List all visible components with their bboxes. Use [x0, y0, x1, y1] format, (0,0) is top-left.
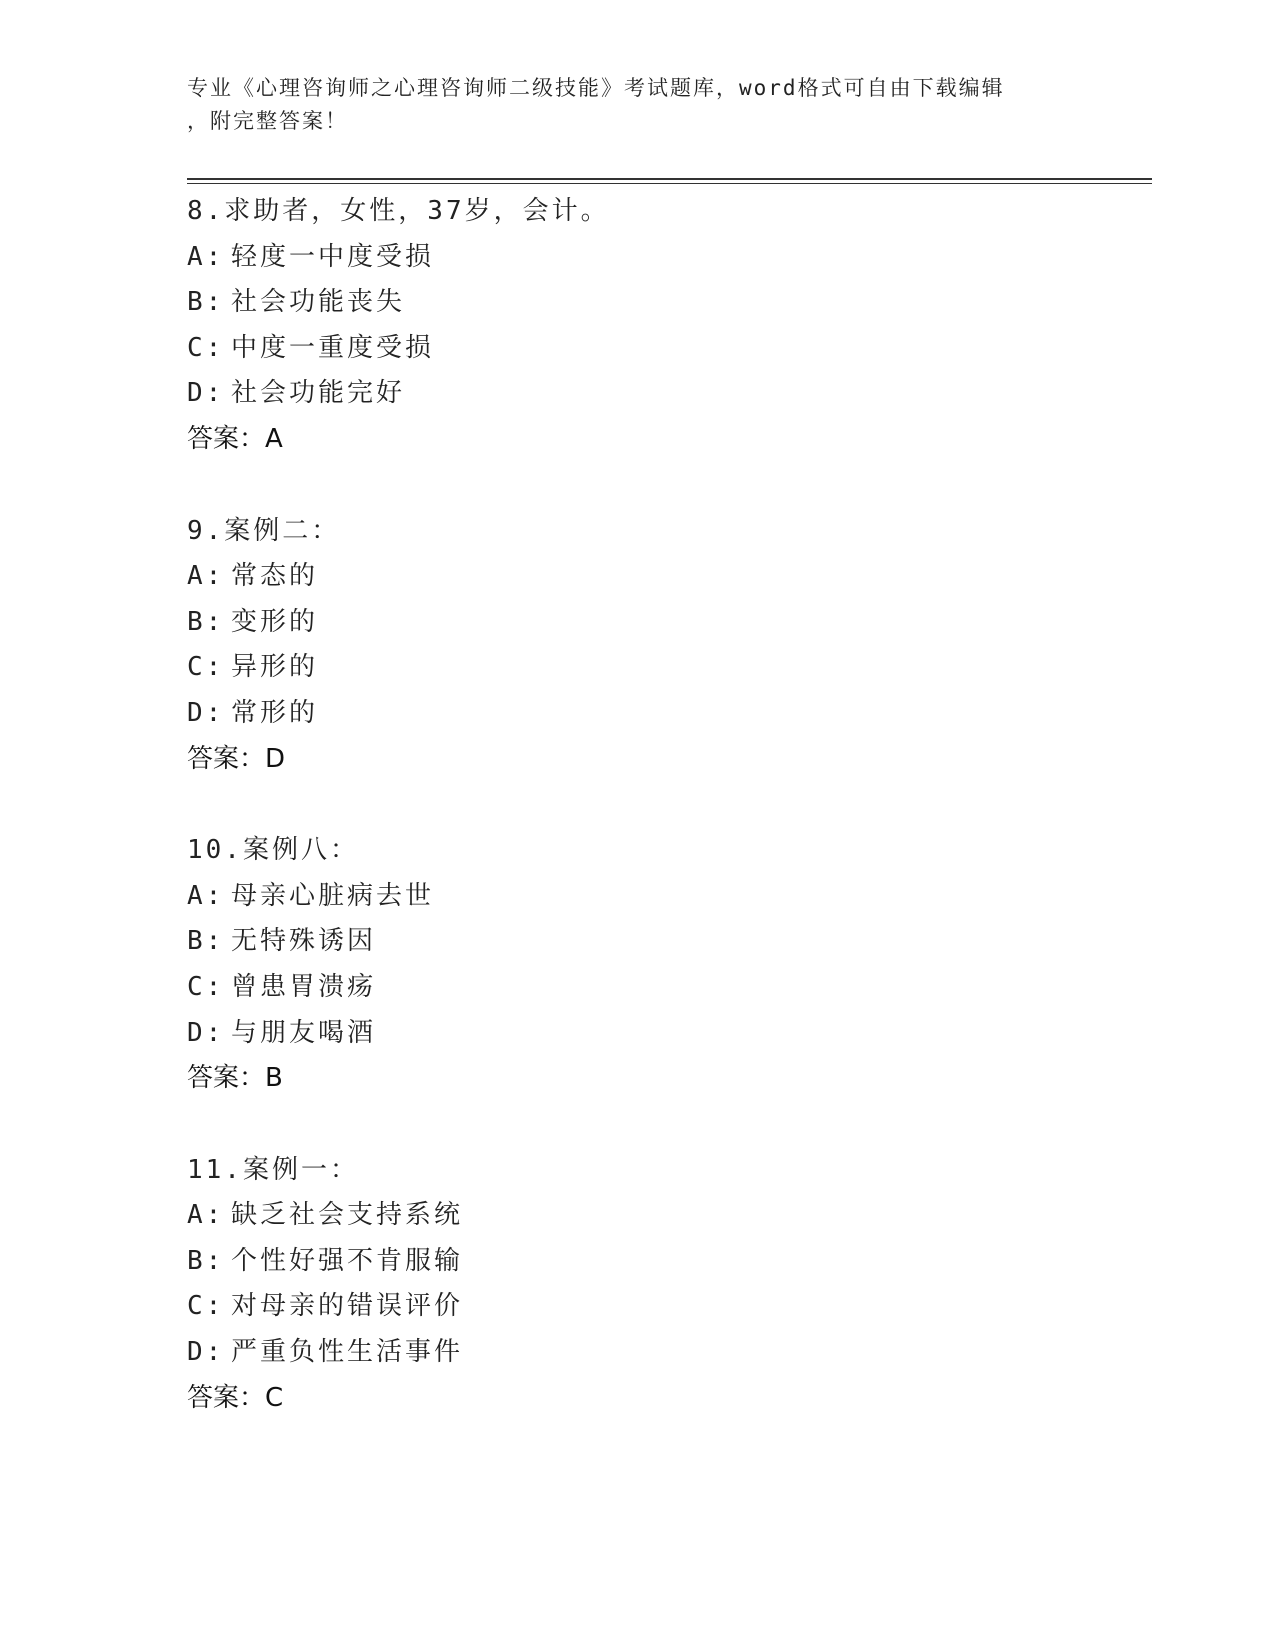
answer-line: 答案：D [187, 743, 286, 774]
option-key: B: [187, 287, 225, 318]
option-text: 中度一重度受损 [231, 332, 435, 363]
option-text: 无特殊诱因 [231, 926, 377, 957]
question-8 [187, 189, 1147, 463]
question-11 [187, 1148, 1147, 1422]
option-d [187, 371, 1147, 417]
option-b [187, 280, 1147, 326]
question-10 [187, 828, 1147, 1102]
option-text: 缺乏社会支持系统 [231, 1200, 464, 1231]
option-c [187, 645, 1147, 691]
option-key: D: [187, 1337, 225, 1368]
option-text: 与朋友喝酒 [231, 1017, 377, 1048]
question-stem: 10.案例八： [187, 835, 359, 866]
answer-line: 答案：C [187, 1382, 284, 1413]
option-key: A: [187, 241, 225, 272]
option-key: A: [187, 880, 225, 911]
option-c [187, 326, 1147, 372]
option-key: D: [187, 1017, 225, 1048]
question-stem: 11.案例一： [187, 1154, 359, 1185]
option-text: 对母亲的错误评价 [231, 1291, 464, 1322]
option-text: 常形的 [231, 697, 319, 728]
document-header [187, 72, 1077, 138]
option-b [187, 1239, 1147, 1285]
option-a [187, 554, 1147, 600]
option-key: C: [187, 332, 225, 363]
option-text: 社会功能完好 [231, 378, 406, 409]
option-text: 变形的 [231, 606, 319, 637]
option-text: 个性好强不肯服输 [231, 1245, 464, 1276]
option-text: 社会功能丧失 [231, 287, 406, 318]
question-stem: 8.求助者，女性，37岁，会计。 [187, 196, 610, 226]
answer-line: 答案：B [187, 1063, 283, 1094]
option-key: D: [187, 697, 225, 728]
option-text: 严重负性生活事件 [231, 1337, 464, 1368]
option-key: A: [187, 1200, 225, 1231]
header-divider-thick [187, 178, 1152, 180]
option-c [187, 965, 1147, 1011]
question-9 [187, 509, 1147, 783]
option-b [187, 919, 1147, 965]
question-stem: 9.案例二： [187, 515, 341, 546]
option-text: 轻度一中度受损 [231, 241, 435, 272]
header-divider-thin [187, 183, 1152, 184]
option-key: C: [187, 971, 225, 1002]
option-text: 曾患胃溃疡 [231, 971, 377, 1002]
option-text: 常态的 [231, 561, 319, 592]
option-c [187, 1284, 1147, 1330]
option-key: C: [187, 1291, 225, 1322]
option-d [187, 691, 1147, 737]
question-list [187, 189, 1147, 1467]
option-d [187, 1011, 1147, 1057]
option-a [187, 1193, 1147, 1239]
option-key: B: [187, 606, 225, 637]
option-d [187, 1330, 1147, 1376]
option-a [187, 874, 1147, 920]
header-line-1: 专业《心理咨询师之心理咨询师二级技能》考试题库，word格式可自由下载编辑 [187, 76, 1005, 100]
option-key: B: [187, 926, 225, 957]
option-key: C: [187, 652, 225, 683]
option-key: D: [187, 378, 225, 409]
option-b [187, 600, 1147, 646]
option-key: A: [187, 561, 225, 592]
answer-line: 答案：A [187, 423, 283, 454]
option-key: B: [187, 1245, 225, 1276]
header-line-2: ，附完整答案！ [187, 109, 348, 133]
option-text: 母亲心脏病去世 [231, 880, 435, 911]
option-a [187, 235, 1147, 281]
option-text: 异形的 [231, 652, 319, 683]
